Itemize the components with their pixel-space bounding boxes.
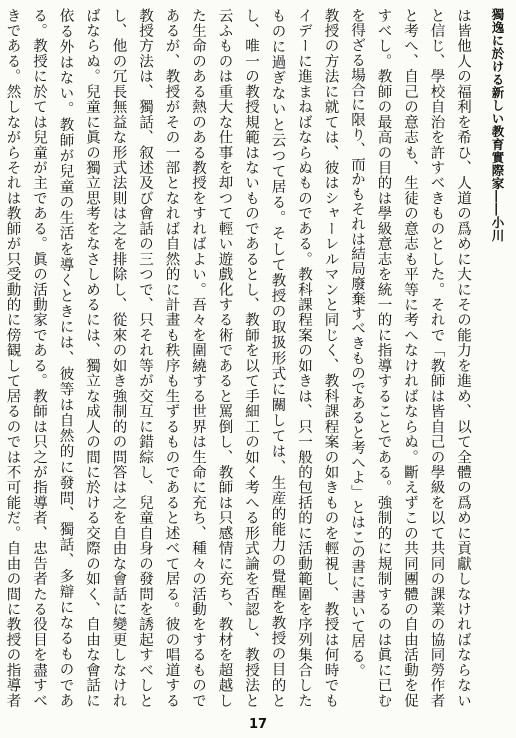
paragraph-1: は皆他人の福利を希ひ、人道の爲めに大にその能力を進め、以て全體の爲めに貢獻しなければならないと信じ、學校自治を許すべきものとした。それで「教師は皆自己の學級を以て共同の課業の協同勞作者と考へ、自己の意志も、生徒の意志も平等に考へなければならぬ。斷えずこの共同團體の自由活動を促すべし。教師の最高の目的は學級意志を統一的に指導することである。強制的に規制するのは眞に已むを得ざる場合に限り、而かもそれは結局廢棄すべきものであると考へよ」とはこの書に書いて居る。 — [349, 8, 471, 708]
paragraph-2: 教授の方法に就ては、彼はシャーレルマンと同じく、教科課程案の如きものを輕視し、教授は何時でもイデーに進まねばならぬものである。教科課程案の如きは、只一般的包括的に活動範圍を序列集合したものに過ぎないと云つて居る。そして教授の取扱形式に關しては、生産的能力の覺醒を教授の目的とし、唯一の教授規範はないものであるとし、教師を以て手細工の如く考へる形式論を否認し、教授法と云ふものは重大な仕事を却つて輕い遊戲化する術であると罵倒し、教師は只感情に充ち、教材を超越した生命のある熱のある教授をすればよい。吾々を圍繞する世界は生命に充ち、種々の活動をするものであるが、教授がその一部となれば自然的に計畫も秩序も生ずるものであると述べて居る。彼の唱道する教授方法は、獨話、叙述及び會話の三つで、只それ等が交互に錯綜し、兒童自身の發問を誘起すべしとし、他の冗長無益な形式法則は之を排除し、從來の如き強制的の問答は之を自由な會話に變更しなければならぬ。兒童に眞の獨立思考をなさしめるには、獨立な成人の間に於ける交際の如く、自由な會話に依る外はない。教師が兒童の生活を導くときには、彼等は自然的に發問、獨話、多辯になるものである。教授に於ては兒童が主である。眞の活動家である。教師は只之が指導者、忠告者たる役目を盡すべきである。然しながらそれは教師が只受動的に傍観して居るのでは不可能だ。自由の間に教授の指導者 — [4, 8, 339, 708]
body-text — [4, 8, 476, 708]
page-number: 17 — [248, 717, 268, 732]
running-title: 獨逸に於ける新しい教育實際家――小川 — [490, 8, 505, 242]
